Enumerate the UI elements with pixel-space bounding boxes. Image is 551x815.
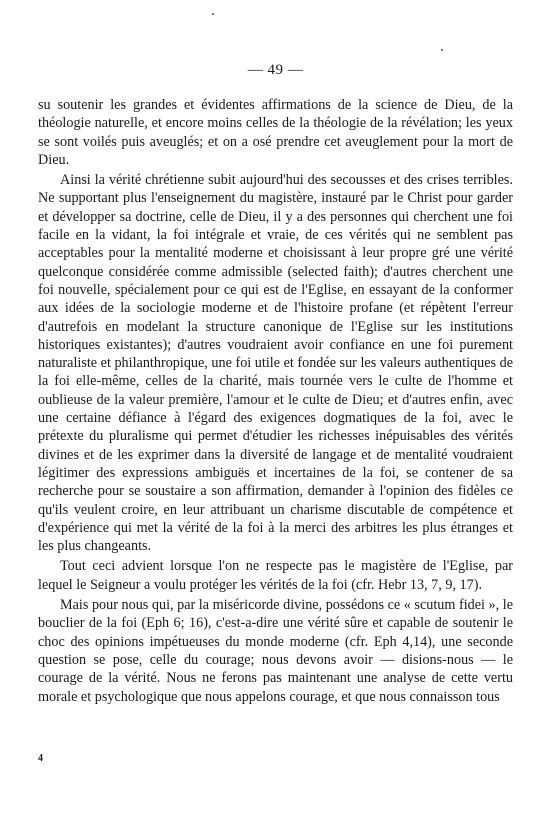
body-text (38, 96, 513, 706)
scan-speck (441, 49, 443, 51)
signature-mark: 4 (38, 753, 43, 764)
paragraph-1: su soutenir les grandes et évidentes affirmations de la science de Dieu, de la théologie naturelle, et encore moins celles de la théologie de la révélation; les yeux se sont voilés puis aveuglés; et on a osé prendre cet aveuglement pour la mort de Dieu. (38, 97, 513, 168)
scan-speck (212, 13, 214, 15)
paragraph-3: Tout ceci advient lorsque l'on ne respecte pas le magistère de l'Eglise, par lequel le Seigneur a voulu protéger les vérités de la foi (cfr. Hebr 13, 7, 9, 17). (38, 558, 513, 593)
page-number: — 49 — (247, 62, 304, 78)
paragraph-4: Mais pour nous qui, par la miséricorde divine, possédons ce « scutum fidei », le bouclier de la foi (Eph 6; 16), c'est-a-dire une vérité sûre et capable de soutenir le choc des opinions impétueuses du monde moderne (cfr. Eph 4,14), une seconde question se pose, celle du courage; nous devons avoir — disions-nous — le courage de la vérité. Nous ne ferons pas maintenant une analyse de cette vertu morale et psychologique que nous appelons courage, et que nous connaisson tous (38, 597, 513, 705)
paragraph-2: Ainsi la vérité chrétienne subit aujourd'hui des secousses et des crises terribles. Ne supportant plus l'enseignement du magistère, instauré par le Christ pour garder et développer sa doctrine, celle de Dieu, il y a des personnes qui cherchent une foi facile en la vidant, la foi intégrale et vraie, de ces vérités qui ne semblent pas acceptables pour la mentalité moderne et choisissant à leur propre gré une vérité quelconque considérée comme admissible (selected faith); d'autres cherchent une foi nouvelle, spécialement pour ce qui est de l'Eglise, en essayant de la conformer aux idées de la sociologie moderne et de l'histoire profane (et répètent l'erreur d'autrefois en modelant la structure canonique de l'Eglise sur les institutions historiques existantes); d'autres voudraient avoir confiance en une foi purement naturaliste et philanthropique, une foi utile et fondée sur les valeurs authentiques de la foi elle-même, celles de la charité, mais tournée vers le culte de l'homme et oublieuse de la valeur première, l'amour et le culte de Dieu; et d'autres enfin, avec une certaine défiance à l'égard des exigences dogmatiques de la foi, avec le prétexte du pluralisme qui permet d'étudier les richesses inépuisables des vérités divines et de les exprimer dans la diversité de langage et de mentalité voudraient légitimer des expressions ambiguës et incertaines de la foi, se contener de sa recherche pour se soustaire a son affirmation, demander à l'opinion des fidèles ce qu'ils veulent croire, en leur attribuant un charisme discutable de compétence et d'expérience qui met la vérité de la foi à la merci des arbitres les plus étranges et les plus changeants. (38, 172, 513, 555)
